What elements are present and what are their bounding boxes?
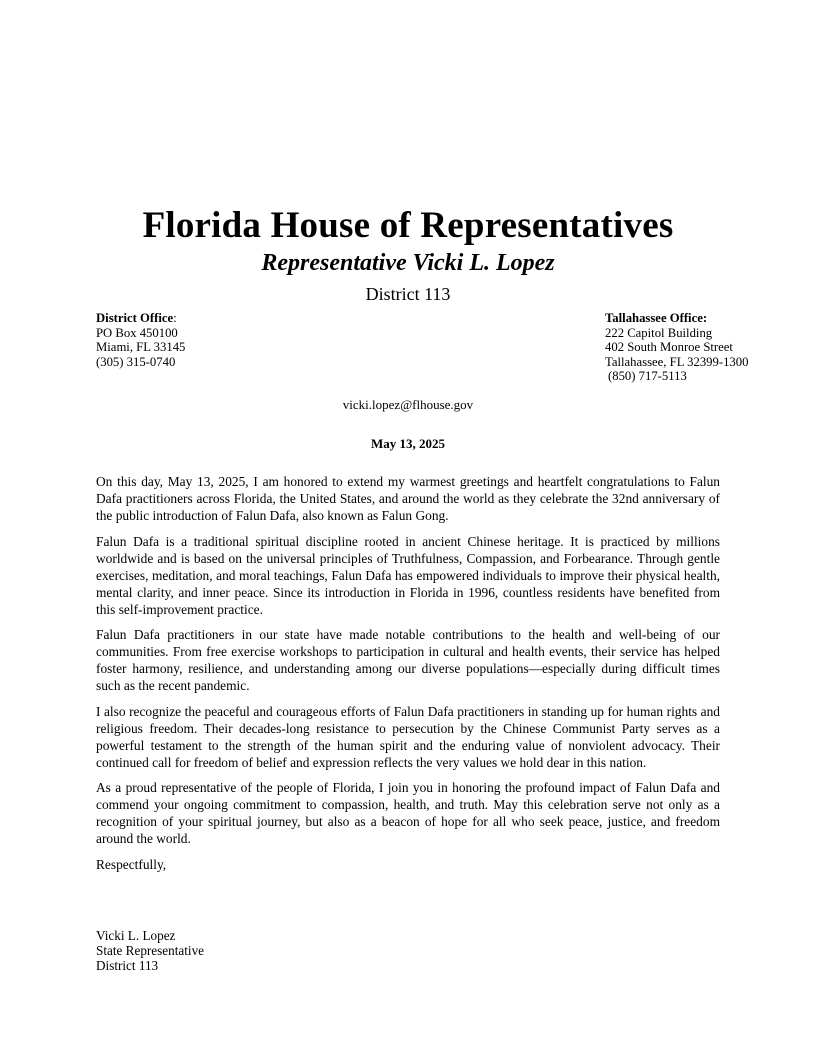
paragraph-greeting: On this day, May 13, 2025, I am honored to extend my warmest greetings and heartfelt congratulations to Falun Dafa practitioners across Florida, the United States, and around the world as they celebrate the 32nd anniversary of the public introduction of Falun Dafa, also known as Falun Gong. [96,474,720,524]
paragraph-commendation: As a proud representative of the people of Florida, I join you in honoring the profound impact of Falun Dafa and commend your ongoing commitment to compassion, health, and truth. May this celebration serve not only as a recognition of your spiritual journey, but also as a beacon of hope for all who seek peace, justice, and freedom around the world. [96,780,720,847]
district-office-phone: (305) 315-0740 [96,354,176,369]
tallahassee-office-block [605,311,748,384]
tallahassee-office-city: Tallahassee, FL 32399-1300 [605,354,749,369]
letter-body [96,473,720,873]
office-blocks [96,311,749,385]
district-office-po-box: PO Box 450100 [96,325,178,340]
signature-block [96,928,720,974]
closing-salutation: Respectfully, [96,856,167,872]
tallahassee-office-street: 402 South Monroe Street [605,340,733,355]
letter-date: May 13, 2025 [370,436,446,452]
district-office-city: Miami, FL 33145 [96,340,186,355]
district-office-colon: : [173,311,177,326]
tallahassee-office-label: Tallahassee Office: [605,311,708,326]
representative-name: Representative Vicki L. Lopez [261,249,555,276]
page-title: Florida House of Representatives [142,205,674,246]
signature-district: District 113 [96,958,159,974]
tallahassee-office-phone: (850) 717-5113 [608,369,687,384]
district-office-label: District Office [96,311,174,326]
tallahassee-office-building: 222 Capitol Building [605,325,713,340]
email-address: vicki.lopez@flhouse.gov [342,397,474,413]
signature-name: Vicki L. Lopez [96,927,176,943]
signature-title: State Representative [96,943,205,959]
paragraph-background: Falun Dafa is a traditional spiritual discipline rooted in ancient Chinese heritage. It is practiced by millions worldwide and is based on the universal principles of Truthfulness, Compassion, and Forbearance. Through gentle exercises, meditation, and moral teachings, Falun Dafa has empowered individuals to improve their physical health, mental clarity, and inner peace. Since its introduction in Florida in 1996, countless residents have benefited from this self-improvement practice. [96,533,720,617]
paragraph-contributions: Falun Dafa practitioners in our state have made notable contributions to the health and well-being of our communities. From free exercise workshops to participation in cultural and health events, their service has helped foster harmony, resilience, and understanding among our diverse populations—especially during difficult times such as the recent pandemic. [96,627,720,694]
district-number: District 113 [365,283,451,304]
paragraph-recognition: I also recognize the peaceful and courageous efforts of Falun Dafa practitioners in standing up for human rights and religious freedom. Their decades-long resistance to persecution by the Chinese Communist Party serves as a powerful testament to the strength of the human spirit and the enduring value of nonviolent advocacy. Their continued call for freedom of belief and expression reflects the very values we hold dear in this nation. [96,703,720,770]
